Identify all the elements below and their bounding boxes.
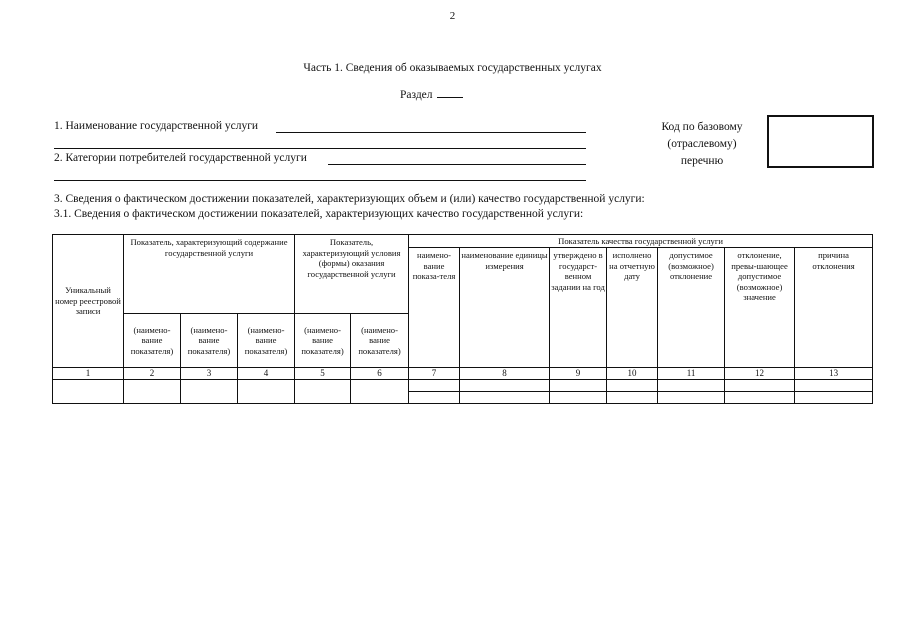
header-q-executed: исполнено на отчетную дату: [607, 248, 658, 368]
consumer-category-label: 2. Категории потребителей государственной услуги: [54, 152, 307, 164]
data-cell[interactable]: [725, 392, 795, 404]
data-cell[interactable]: [124, 380, 181, 404]
data-cell[interactable]: [795, 392, 873, 404]
header-q-allowed: допустимое (возможное) отклонение: [658, 248, 725, 368]
base-list-code-label: [648, 119, 756, 170]
data-cell[interactable]: [295, 380, 351, 404]
item-3-1-heading: 3.1. Сведения о фактическом достижении показателей, характеризующих качество государственной услуги:: [54, 208, 584, 220]
data-cell[interactable]: [460, 380, 550, 392]
header-content-group: Показатель, характеризующий содержание государственной услуги: [124, 235, 295, 314]
data-cell[interactable]: [550, 380, 607, 392]
header-q-approved: утверждено в государст-венном задании на год: [550, 248, 607, 368]
column-number: 6: [351, 368, 409, 380]
column-number: 10: [607, 368, 658, 380]
consumer-category-field-line2[interactable]: [54, 180, 586, 181]
data-cell[interactable]: [795, 380, 873, 392]
consumer-category-field[interactable]: [328, 164, 586, 165]
header-quality-group: Показатель качества государственной услуги: [409, 235, 873, 248]
column-number: 7: [409, 368, 460, 380]
header-q-exceeding: отклонение, превы-шающее допустимое (возможное) значение: [725, 248, 795, 368]
header-q-unit: наименование единицы измерения: [460, 248, 550, 368]
column-number: 13: [795, 368, 873, 380]
page-number: 2: [449, 10, 456, 22]
header-indicator-name: (наимено-вание показателя): [238, 314, 295, 368]
part-title: Часть 1. Сведения об оказываемых государственных услугах: [303, 62, 602, 74]
column-number: 9: [550, 368, 607, 380]
data-cell[interactable]: [725, 380, 795, 392]
service-name-field-line2[interactable]: [54, 148, 586, 149]
column-number: 8: [460, 368, 550, 380]
data-cell[interactable]: [550, 392, 607, 404]
header-indicator-name: (наимено-вание показателя): [351, 314, 409, 368]
code-label-line3: перечню: [680, 155, 724, 167]
header-indicator-name: (наимено-вание показателя): [181, 314, 238, 368]
code-label-line1: Код по базовому: [661, 121, 743, 133]
base-list-code-box[interactable]: [767, 115, 874, 168]
column-number: 2: [124, 368, 181, 380]
data-cell[interactable]: [351, 380, 409, 404]
header-indicator-name: (наимено-вание показателя): [124, 314, 181, 368]
header-q-reason: причина отклонения: [795, 248, 873, 368]
data-cell[interactable]: [409, 380, 460, 392]
service-name-field[interactable]: [276, 132, 586, 133]
quality-indicators-table: [52, 234, 873, 404]
section-number-blank[interactable]: [437, 86, 463, 98]
column-number: 3: [181, 368, 238, 380]
header-unique-number: Уникальный номер реестровой записи: [53, 235, 124, 368]
data-cell[interactable]: [460, 392, 550, 404]
column-number: 12: [725, 368, 795, 380]
column-number: 5: [295, 368, 351, 380]
header-indicator-name: (наимено-вание показателя): [295, 314, 351, 368]
data-cell[interactable]: [607, 392, 658, 404]
header-q-name: наимено-вание показа-теля: [409, 248, 460, 368]
code-label-line2: (отраслевому): [667, 138, 737, 150]
data-cell[interactable]: [181, 380, 238, 404]
data-cell[interactable]: [658, 392, 725, 404]
column-number: 11: [658, 368, 725, 380]
data-cell[interactable]: [607, 380, 658, 392]
data-cell[interactable]: [53, 380, 124, 404]
service-name-label: 1. Наименование государственной услуги: [54, 120, 259, 132]
section-line: [400, 86, 463, 101]
item-3-heading: 3. Сведения о фактическом достижении показателей, характеризующих объем и (или) качество государственной услуги:: [54, 193, 645, 205]
section-label: Раздел: [400, 89, 433, 101]
header-conditions-group: Показатель, характеризующий условия (формы) оказания государственной услуги: [295, 235, 409, 314]
data-cell[interactable]: [238, 380, 295, 404]
column-number: 4: [238, 368, 295, 380]
data-cell[interactable]: [409, 392, 460, 404]
data-cell[interactable]: [658, 380, 725, 392]
column-number: 1: [53, 368, 124, 380]
